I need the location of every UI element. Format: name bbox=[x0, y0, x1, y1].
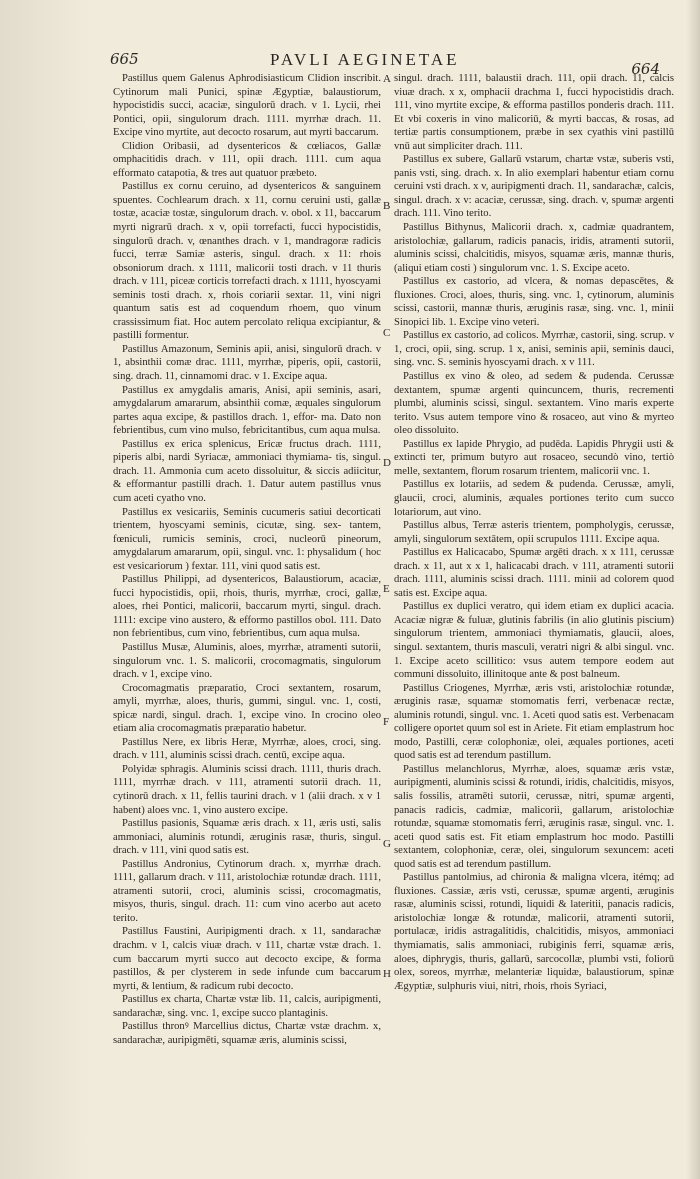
right-column-paragraph: Pastillus ex vino & oleo, ad sedem & pudenda. Cerussæ dextantem, spumæ argenti quincuncem, thuris, recrementi plumbi, aluminis scissi, singul. sextantem. Vino maris experte terito. Vsus autem tempore vino & rosaceo, aut vino & myrteo oleo dissoluito. bbox=[394, 371, 674, 437]
right-column-paragraph: singul. drach. 1111, balaustii drach. 111, opii drach. 11, calcis viuæ drach. x x, omphacii drachma 1, fucci hypocistidis drach. 111, vino myrtite excipe, & efforma pastillos ponderis drach. 111. Et vbi coxeris in vino malicoriū, & myrti baccas, & rosas, ad tertiæ partis consumptionem, præbe in sex cyathis vini pastillū vnū aut simpliciter drach. 111. bbox=[394, 73, 674, 152]
right-column-paragraph: Pastillus ex lotariis, ad sedem & pudenda. Cerussæ, amyli, glaucii, croci, aluminis, æquales portiones terito cum succo lotariorum, aut vino. bbox=[394, 479, 674, 518]
page-number-left: 665 bbox=[110, 50, 139, 68]
left-column-paragraph: Pastillus ex cornu ceruino, ad dysentericos & sanguinem spuentes. Cochlearum drach. x 11, cornu ceruini usti, gallæ tostæ, acaciæ tostæ, singulorum drach. v. obol. x 11, baccarum myrti nigrarū drach. x v, opii torrefacti, fucci hypocistidis, singulorū drach. v, œnanthes drach. v 1, mandragoræ radicis fucci, terræ Samiæ asteris, singul. drach. x 11: rhois obsoniorum drach. x 1111, malicorii tosti drach. v 11 thuris drach. v 111, piceæ corticis torrefacti drach. x 1111, hyoscyami seminis tosti drach. x, rhois coriarii sextar. 11, vini nigri quantum satis est ad coquendum rhoem, quo vinum crassissimum fiat. Hoc autem percolato reliqua excipiantur, & pastilli formentur. bbox=[113, 181, 381, 342]
left-column-paragraph: Pastillus Nere, ex libris Heræ, Myrrhæ, aloes, croci, sing. drach. v 111, aluminis scissi drach. centū, excipe aqua. bbox=[113, 736, 381, 762]
left-column bbox=[113, 72, 381, 1047]
left-column-paragraph: Pastillus ex vesicariis, Seminis cucumeris satiui decorticati trientem, hyoscyami seminis, cicutæ, sing. sex- tantem, fœniculi, rumicis seminis, croci, nucleorū pineorum, amygdalarum amararum, opii, singul. vnc. 1: physalidum ( hoc est vesicariorum ) fextar. 111, vini quod satis est. bbox=[113, 506, 381, 572]
left-column-paragraph: Pastillus Andronius, Cytinorum drach. x, myrrhæ drach. 1111, gallarum drach. v 111, aristolochiæ rotundæ drach. 1111, atramenti sutorii, croci, aluminis scissi, crocomagmatis, misyos, thuris, singul. drach. 11: cum vino acerbo aut aceto terito. bbox=[113, 858, 381, 924]
left-column-paragraph: Pastillus ex erica splenicus, Ericæ fructus drach. 1111, piperis albi, nardi Syriacæ, ammoniaci thymiama- tis, singul. drach. 11. Ammonia cum aceto dissoluitur, & siccis adiicitur, & efformantur pastilli drach. 1. Datur autem pastillus vnus cum aceti cyatho vno. bbox=[113, 438, 381, 504]
left-column-paragraph: Polyidæ sphragis. Aluminis scissi drach. 1111, thuris drach. 1111, myrrhæ drach. v 111, atramenti sutorii drach. 11, cytinorū drach. x 11, fellis taurini drach. v 1 (alii drach. x v 1 habent) aloes vnc. 1, vino austero excipe. bbox=[113, 763, 381, 816]
left-column-paragraph: Pastillus Philippi, ad dysentericos, Balaustiorum, acaciæ, fucci hypocistidis, opii, rhois, thuris, myrrhæ, croci, gallæ, aloes, rhei Pontici, malicorii, baccarum myrti, singul. drach. 1111: excipe vino austero, & efformo pastillos obol. 111. Dato non febrientibus, cum vino, febrientibus, cum aqua mulsa. bbox=[113, 574, 381, 640]
page-fold bbox=[686, 0, 700, 1179]
margin-letter-e: E bbox=[383, 583, 390, 595]
right-column-paragraph: Pastillus melanchlorus, Myrrhæ, aloes, squamæ æris vstæ, auripigmenti, aluminis scissi & rotundi, iridis, chalcitidis, misyos, salis fossilis, atramēti sutorii, cerussæ, nitri, spumæ argenti, panacis radicis, cadmiæ, malicorii, gallarum, aristolochiæ rotundæ, squamæ stomomatis ferri, æruginis rasæ, singul. vnc. 1. aceti quod satis est. Fit etiam emplastrum hoc modo. Pastilli sextantem, colophoniæ, ceræ, olei, singulorum sexuncem: aceti quod satis est ad terendum pastillum. bbox=[394, 763, 674, 870]
right-column-paragraph: Pastillus pantolmius, ad chironia & maligna vlcera, itémq; ad fluxiones. Cassiæ, æris vsti, cerussæ, spumæ argenti, æruginis rasæ, aluminis scissi, rotundi, liquidi & lateritii, panacis radicis, aristolochiæ longæ & rotundæ, malicorii, atramenti sutorii, portulacæ, iridis astragalitidis, chalcitidis, misyos, ammoniaci thymiamatis, salis ammoniaci, rubiginis ferri, squamæ æris, aloes, diphrygis, thuris, gallarū, sarcocollæ, plumbi vsti, foliorū olex, soreos, myrrhæ, melanteriæ liquidæ, balaustiorum, spinæ Ægyptiæ, sulphuris viui, nitri, rhois, rhois Syriaci, bbox=[394, 872, 674, 992]
right-column-paragraph: Pastillus albus, Terræ asteris trientem, pompholygis, cerussæ, amyli, singulorum sextātem, opii scrupulos 1111. Excipe aqua. bbox=[394, 520, 674, 545]
right-column bbox=[394, 72, 674, 993]
margin-letter-b: B bbox=[383, 200, 391, 212]
page-shadow bbox=[0, 0, 90, 1179]
margin-letter-a: A bbox=[383, 73, 391, 85]
page-header bbox=[110, 50, 660, 78]
margin-letter-f: F bbox=[383, 716, 390, 728]
left-column-paragraph: Pastillus Musæ, Aluminis, aloes, myrrhæ, atramenti sutorii, singulorum vnc. 1. S. malicorii, crocomagmatis, singulorum drach. v 1, excipe vino. bbox=[113, 641, 381, 681]
right-column-paragraph: Pastillus ex subere, Gallarū vstarum, chartæ vstæ, suberis vsti, panis vsti, sing. drach. x. In alio exemplari habentur etiam cornu ceruini vsti drach. x v, auripigmenti drach. 11, sandarachæ, calcis, singul. drach. x v: acaciæ, cerussæ, sing. drach. v, spumæ argenti drach. 111. Vino terito. bbox=[394, 154, 674, 220]
left-column-paragraph: Pastillus ex charta, Chartæ vstæ lib. 11, calcis, auripigmenti, sandarachæ, sing. vnc. 1, excipe succo plantaginis. bbox=[113, 994, 381, 1019]
right-column-paragraph: Pastillus Bithynus, Malicorii drach. x, cadmiæ quadrantem, aristolochiæ, gallarum, radicis panacis, iridis, atramenti sutorii, aluminis scissi, chalcitidis, misyos, squamæ æris, mannæ thuris, (aliqui etiam costi ) singulorum vnc. 1. S. Excipe aceto. bbox=[394, 222, 674, 274]
margin-letter-g: G bbox=[383, 838, 391, 850]
margin-letter-h: H bbox=[383, 968, 391, 980]
right-column-paragraph: Pastillus ex Halicacabo, Spumæ argēti drach. x x 111, cerussæ drach. x 11, aut x x 1, halicacabi drach. v 111, atramenti sutorii drach. 1111, aluminis scissi drach. 1111. minii ad colorem quod satis est. Excipe aqua. bbox=[394, 547, 674, 599]
left-column-paragraph: Crocomagmatis præparatio, Croci sextantem, rosarum, amyli, myrrhæ, aloes, thuris, gummi, singul. vnc. 1, costi, spicæ nardi, singul. drach. 1, excipe vino. In crocino oleo etiam alia crocomagmatis præparatio habetur. bbox=[113, 682, 381, 735]
right-column-paragraph: Pastillus ex duplici veratro, qui idem etiam ex duplici acacia. Acaciæ nigræ & fuluæ, glutinis fabrilis (in alio glutinis piscium) singulorum trientem, ammoniaci thymiamatis, glaucii, aloes, singul. sextantem, thuris masculi, veratri nigri & albi singul. vnc. 1. Excipe aceto scillitico: vsus autem tempore eodem aut communi dissoluito, illinitoque ante & post balneum. bbox=[394, 601, 674, 681]
page-number-right: 664 bbox=[631, 60, 660, 78]
margin-letter-c: C bbox=[383, 327, 391, 339]
left-column-paragraph: Pastillus pasionis, Squamæ æris drach. x 11, æris usti, salis ammoniaci, aluminis rotundi, æruginis rasæ, thuris, singul. drach. v 111, vini quod satis est. bbox=[113, 818, 381, 857]
left-column-paragraph: Pastillus thronꝰ Marcellius dictus, Chartæ vstæ drachm. x, sandarachæ, auripigmēti, squamæ æris, aluminis scissi, bbox=[113, 1021, 381, 1046]
left-column-paragraph: Pastillus Amazonum, Seminis apii, anisi, singulorū drach. v 1, absinthii comæ drac. 1111, myrrhæ, piperis, opii, castorii, sing. drach. 11, cinnamomi drac. v 1. Excipe aqua. bbox=[113, 343, 381, 383]
running-title: PAVLI AEGINETAE bbox=[270, 50, 460, 69]
left-column-paragraph: Pastillus ex amygdalis amaris, Anisi, apii seminis, asari, amygdalarum amararum, absinthii comæ, æquales singulorum partes aqua excipe, & pastillos drach. 1, effor- ma. Dato non febrientibus, cum vino mulso, febricitantibus, cum aqua mulsa. bbox=[113, 384, 381, 437]
margin-letter-d: D bbox=[383, 457, 391, 469]
right-column-paragraph: Pastillus ex castorio, ad vlcera, & nomas depascētes, & fluxiones. Croci, aloes, thuris, sing. vnc. 1, cytinorum, aluminis scissi, castorii, mannæ thuris, æruginis rasæ, sing. vnc. 1, minii Sinopici lib. 1. Excipe vino veteri. bbox=[394, 276, 674, 328]
right-column-paragraph: Pastillus ex lapide Phrygio, ad pudēda. Lapidis Phrygii usti & extincti ter, primum butyro aut rosaceo, secundò vino, tertiò melle, sextantem, florum rosarum trientem, malicorii vnc. 1. bbox=[394, 438, 674, 477]
right-column-paragraph: Pastillus Criogenes, Myrrhæ, æris vsti, aristolochiæ rotundæ, æruginis rasæ, squamæ stomomatis ferri, verbenacæ rectæ, aluminis rotundi, singul. vnc. 1. Aceti quod satis est. Verbenacam colligere oportet quum sol est in Ariete. Fit etiam emplastrum hoc modo, Pastilli, ceræ colophoniæ, olei, æquales portiones, aceti quod satis est ad terendum pastillum. bbox=[394, 682, 674, 762]
left-column-paragraph: Clidion Oribasii, ad dysentericos & cœliacos, Gallæ omphacitidis drach. v 111, opii drach. 1111. cum aqua efformato catapotia, & tres aut quatuor præbeto. bbox=[113, 140, 381, 179]
left-column-paragraph: Pastillus Faustini, Auripigmenti drach. x 11, sandarachæ drachm. v 1, calcis viuæ drach. v 111, chartæ vstæ drach. 1. cum baccarum myrti succo aut decocto excipe, & forma pastillos, & per clysterem in sede infunde cum baccarum myrti, & lentium, & radicum rubi decocto. bbox=[113, 926, 381, 992]
left-column-paragraph: Pastillus quem Galenus Aphrodisiasticum Clidion inscribit. Cytinorum mali Punici, spinæ Ægyptiæ, balaustiorum, hypocistidis succi, acaciæ, singulorū drach. v 1. Lycii, rhei Pontici, opii, singulorum drach. 1111. myrrhæ drach. 11. Excipe vino myrtite, aut decocto rosarum, aut myrti baccarum. bbox=[113, 73, 381, 139]
right-column-paragraph: Pastillus ex castorio, ad colicos. Myrrhæ, castorii, sing. scrup. v 1, croci, opii, sing. scrup. 1 x, anisi, seminis apii, seminis dauci, sing. vnc. S. seminis hyoscyami drach. x v 111. bbox=[394, 330, 674, 369]
